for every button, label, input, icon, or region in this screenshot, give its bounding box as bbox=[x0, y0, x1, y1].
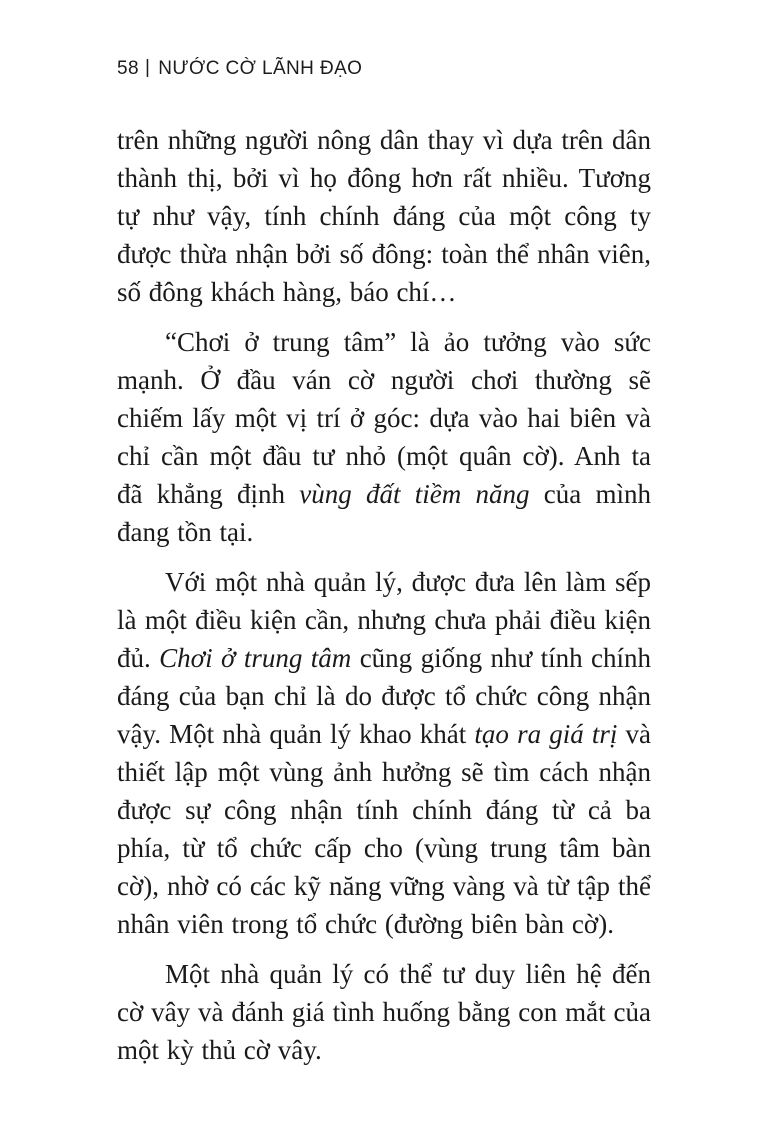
text-run: của mình đang tồn tại. bbox=[117, 479, 651, 547]
paragraph bbox=[117, 563, 651, 943]
book-title: NƯỚC CỜ LÃNH ĐẠO bbox=[158, 58, 363, 79]
paragraph bbox=[117, 955, 651, 1069]
text-run: Với một nhà quản lý, được đưa lên làm sếp là một điều kiện cần, nhưng chưa phải điều kiện đủ. bbox=[117, 567, 651, 673]
paragraph bbox=[117, 323, 651, 551]
paragraph bbox=[117, 121, 651, 311]
italic-text-run: vùng đất tiềm năng bbox=[299, 479, 530, 509]
page-number: 58 bbox=[117, 58, 139, 79]
running-header bbox=[117, 58, 651, 80]
page-body bbox=[117, 121, 651, 1081]
text-run: cũng giống như tính chính đáng của bạn chỉ là do được tổ chức công nhận vậy. Một nhà quản lý khao khát bbox=[117, 643, 651, 749]
text-run: trên những người nông dân thay vì dựa trên dân thành thị, bởi vì họ đông hơn rất nhiều. Tương tự như vậy, tính chính đáng của một công ty được thừa nhận bởi số đông: toàn thể nhân viên, số đông khách hàng, báo chí… bbox=[117, 125, 651, 307]
italic-text-run: Chơi ở trung tâm bbox=[159, 643, 352, 673]
text-run: “Chơi ở trung tâm” là ảo tưởng vào sức mạnh. Ở đầu ván cờ người chơi thường sẽ chiếm lấy một vị trí ở góc: dựa vào hai biên và chỉ cần một đầu tư nhỏ (một quân cờ). Anh ta đã khẳng định bbox=[117, 327, 651, 509]
text-run: và thiết lập một vùng ảnh hưởng sẽ tìm cách nhận được sự công nhận tính chính đáng từ cả ba phía, từ tổ chức cấp cho (vùng trung tâm bàn cờ), nhờ có các kỹ năng vững vàng và từ tập thể nhân viên trong tổ chức (đường biên bàn cờ). bbox=[117, 719, 651, 939]
header-divider: | bbox=[144, 57, 151, 78]
italic-text-run: tạo ra giá trị bbox=[474, 719, 618, 749]
text-run: Một nhà quản lý có thể tư duy liên hệ đến cờ vây và đánh giá tình huống bằng con mắt của một kỳ thủ cờ vây. bbox=[117, 959, 651, 1065]
